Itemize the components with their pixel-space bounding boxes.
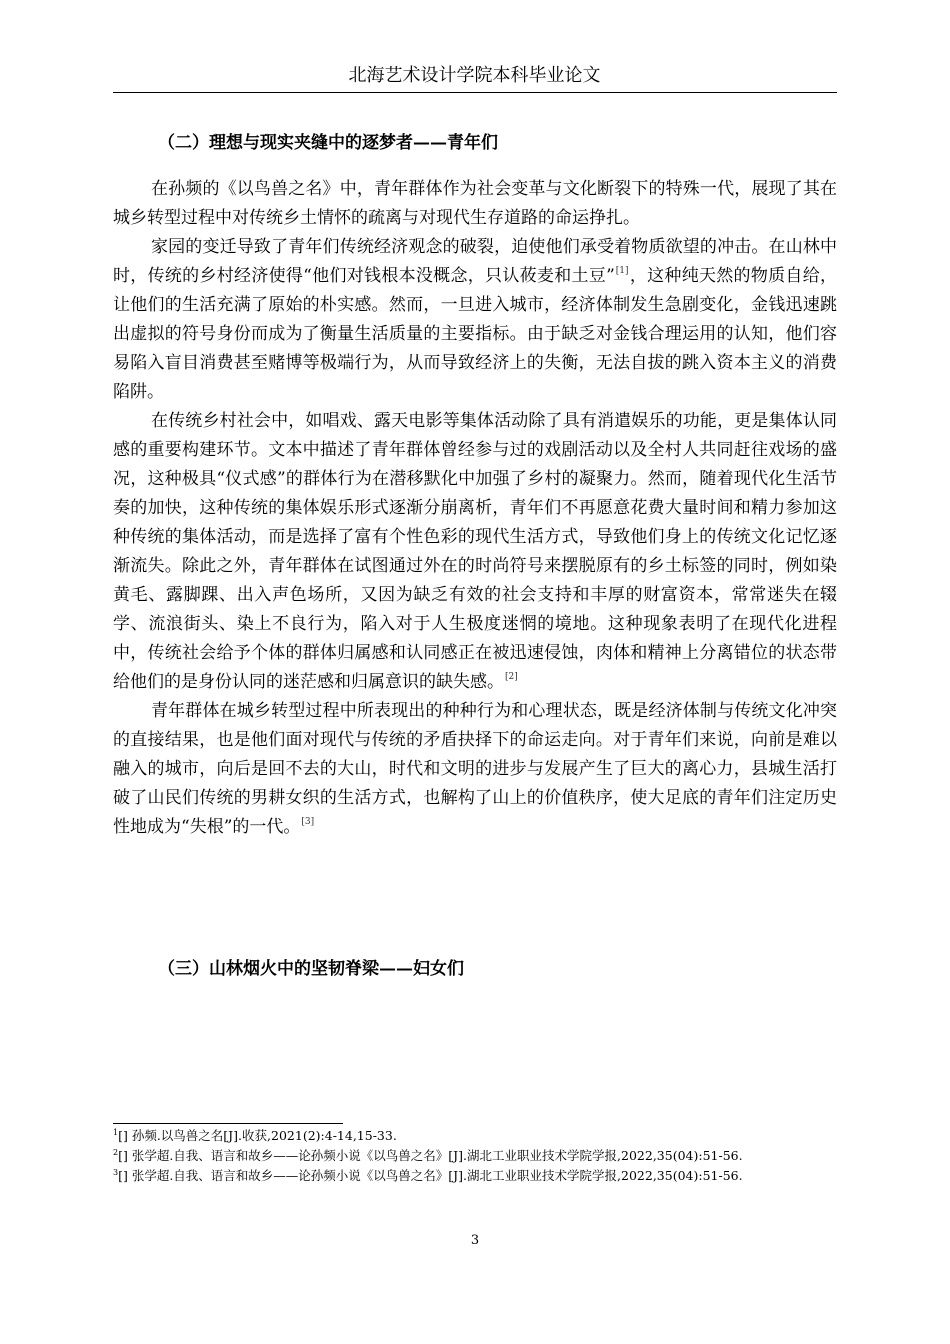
footnote-3-number: 3 — [113, 1168, 119, 1177]
section-heading-3: （三）山林烟火中的坚韧脊梁——妇女们 — [158, 959, 464, 979]
paragraph-3-text: 在传统乡村社会中，如唱戏、露天电影等集体活动除了具有消遣娱乐的功能，更是集体认同感的重要构建环节。文本中描述了青年群体曾经参与过的戏剧活动以及全村人共同赶往戏场的盛况，这种极具“仪式感”的群体行为在潜移默化中加强了乡村的凝聚力。然而，随着现代化生活节奏的加快，这种传统的集体娱乐形式逐渐分崩离析，青年们不再愿意花费大量时间和精力参加这种传统的集体活动，而是选择了富有个性色彩的现代生活方式，导致他们身上的传统文化记忆逐渐流失。除此之外，青年群体在试图通过外在的时尚符号来摆脱原有的乡土标签的同时，例如染黄毛、露脚踝、出入声色场所，又因为缺乏有效的社会支持和丰厚的财富资本，常常迷失在辍学、流浪街头、染上不良行为，陷入对于人生极度迷惘的境地。这种现象表明了在现代化进程中，传统社会给予个体的群体归属感和认同感正在被迅速侵蚀，肉体和精神上分离错位的状态带给他们的是身份认同的迷茫感和归属意识的缺失感。 — [113, 411, 837, 692]
page-number: 3 — [470, 1233, 480, 1248]
paragraph-3 — [113, 407, 837, 697]
paragraph-4 — [113, 697, 837, 842]
citation-ref-2[interactable]: [2] — [505, 672, 518, 682]
footnote-2-number: 2 — [113, 1148, 119, 1157]
footnote-1-text: [] 孙频.以鸟兽之名[J].收获,2021(2):4-14,15-33. — [118, 1128, 397, 1143]
header-divider — [113, 92, 837, 93]
footnote-3 — [113, 1166, 837, 1186]
footnote-3-text: [] 张学超.自我、语言和故乡——论孙频小说《以鸟兽之名》[J].湖北工业职业技术学院学报,2022,35(04):51-56. — [118, 1168, 743, 1183]
footnotes — [113, 1126, 837, 1186]
footnote-2-text: [] 张学超.自我、语言和故乡——论孙频小说《以鸟兽之名》[J].湖北工业职业技术学院学报,2022,35(04):51-56. — [118, 1148, 743, 1163]
footnote-2 — [113, 1146, 837, 1166]
paragraph-4-text: 青年群体在城乡转型过程中所表现出的种种行为和心理状态，既是经济体制与传统文化冲突的直接结果，也是他们面对现代与传统的矛盾抉择下的命运走向。对于青年们来说，向前是难以融入的城市，向后是回不去的大山，时代和文明的进步与发展产生了巨大的离心力，县城生活打破了山民们传统的男耕女织的生活方式，也解构了山上的价值秩序，使大足底的青年们注定历史性地成为“失根”的一代。 — [113, 701, 837, 837]
footnote-1-number: 1 — [113, 1128, 119, 1137]
paragraph-2 — [113, 233, 837, 407]
footnote-1 — [113, 1126, 837, 1146]
citation-ref-3[interactable]: [3] — [301, 817, 315, 827]
paragraph-1 — [113, 175, 837, 233]
section-heading-2: （二）理想与现实夹缝中的逐梦者——青年们 — [158, 133, 498, 153]
citation-ref-1[interactable]: [1] — [615, 266, 629, 276]
body-text — [113, 175, 837, 842]
page-header: 北海艺术设计学院本科毕业论文 — [348, 65, 601, 86]
paragraph-1-text: 在孙频的《以鸟兽之名》中，青年群体作为社会变革与文化断裂下的特殊一代，展现了其在城乡转型过程中对传统乡土情怀的疏离与对现代生存道路的命运挣扎。 — [113, 179, 837, 228]
paragraph-2-text-cont: ，这种纯天然的物质自给，让他们的生活充满了原始的朴实感。然而，一旦进入城市，经济体制发生急剧变化，金钱迅速跳出虚拟的符号身份而成为了衡量生活质量的主要指标。由于缺乏对金钱合理运用的认知，他们容易陷入盲目消费甚至赌博等极端行为，从而导致经济上的失衡，无法自拔的跳入资本主义的消费陷阱。 — [113, 266, 838, 402]
paragraph-2-text: 家园的变迁导致了青年们传统经济观念的破裂，迫使他们承受着物质欲望的冲击。在山林中时，传统的乡村经济使得“他们对钱根本没概念，只认莜麦和土豆” — [113, 237, 837, 286]
footnote-divider — [113, 1123, 343, 1124]
